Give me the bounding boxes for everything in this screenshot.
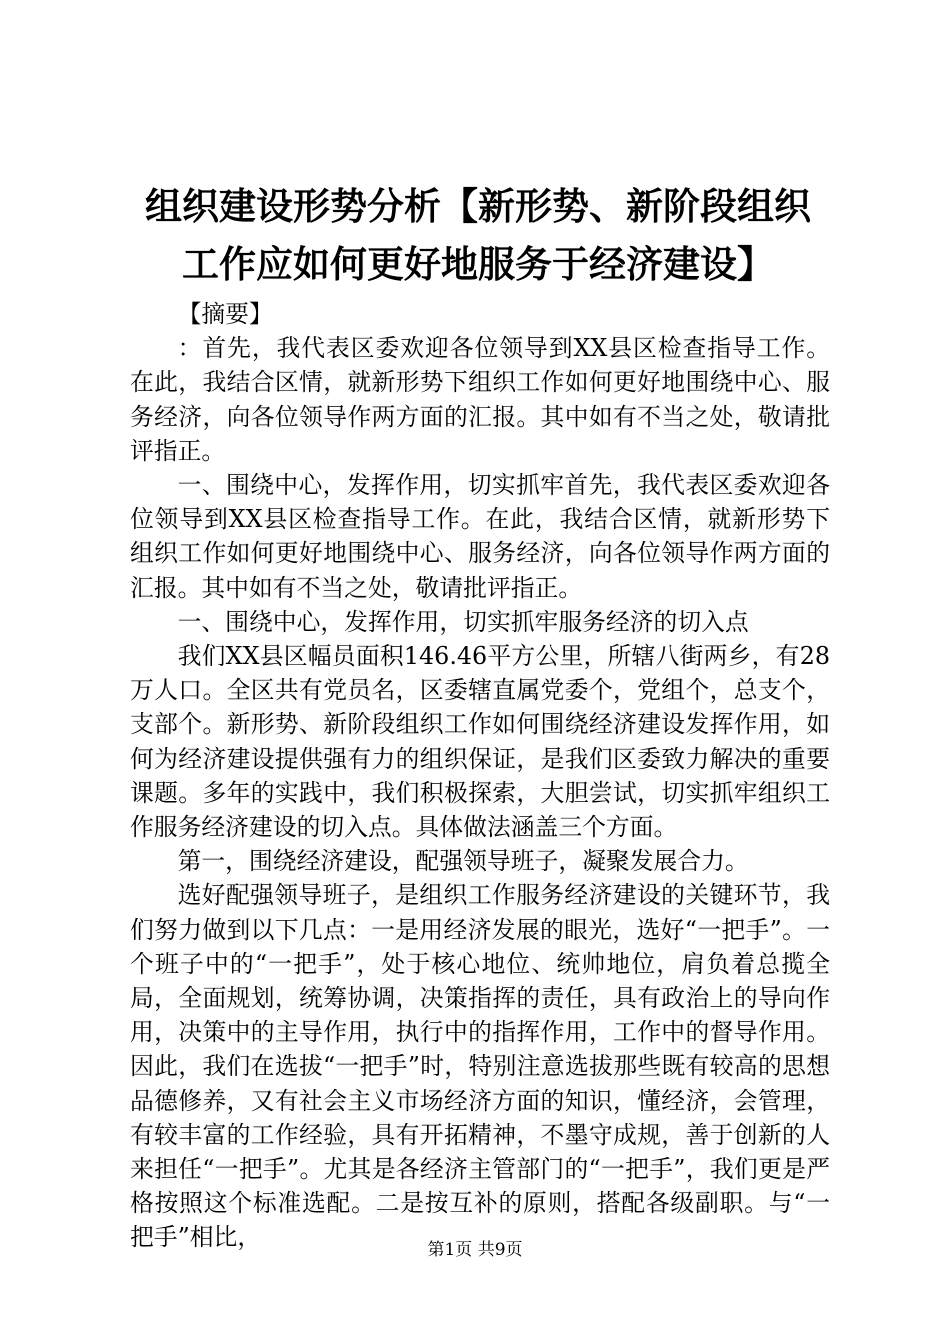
- subheading-first: 第一，围绕经济建设，配强领导班子，凝聚发展合力。: [177, 847, 749, 876]
- paragraph-abstract-label: 【摘要】: [177, 300, 273, 328]
- paragraph-intro: ：首先，我代表区委欢迎各位领导到XX县区检查指导工作。在此，我结合区情，就新形势下组织工作如何更好地围绕中心、服务经济，向各位领导作两方面的汇报。其中如有不当之处，敬请批评指正。: [130, 334, 830, 465]
- document-title: 组织建设形势分析【新形势、新阶段组织工作应如何更好地服务于经济建设】: [145, 185, 811, 286]
- paragraph-leadership: 选好配强领导班子，是组织工作服务经济建设的关键环节，我们努力做到以下几点：一是用经济发展的眼光，选好“一把手”。一个班子中的“一把手”，处于核心地位、统帅地位，肩负着总揽全局，全面规划，统筹协调，决策指挥的责任，具有政治上的导向作用，决策中的主导作用，执行中的指挥作用，工作中的督导作用。因此，我们在选拔“一把手”时，特别注意选拔那些既有较高的思想品德修养，又有社会主义市场经济方面的知识，懂经济，会管理，有较丰富的工作经验，具有开拓精神，不墨守成规，善于创新的人来担任“一把手”。尤其是各经济主管部门的“一把手”，我们更是严格按照这个标准选配。二是按互补的原则，搭配各级副职。与“一把手”相比，: [130, 881, 830, 1252]
- paragraph-section-one-intro: 一、围绕中心，发挥作用，切实抓牢首先，我代表区委欢迎各位领导到XX县区检查指导工作。在此，我结合区情，就新形势下组织工作如何更好地围绕中心、服务经济，向各位领导作两方面的汇报。其中如有不当之处，敬请批评指正。: [130, 471, 830, 602]
- section-heading-one: 一、围绕中心，发挥作用，切实抓牢服务经济的切入点: [177, 607, 749, 636]
- page-footer: 第1页 共9页: [427, 1240, 523, 1260]
- document-body: [130, 297, 830, 1255]
- paragraph-district-overview: 我们XX县区幅员面积146.46平方公里，所辖八街两乡，有28万人口。全区共有党员名，区委辖直属党委个，党组个，总支个，支部个。新形势、新阶段组织工作如何围绕经济建设发挥作用，如何为经济建设提供强有力的组织保证，是我们区委致力解决的重要课题。多年的实践中，我们积极探索，大胆尝试，切实抓牢组织工作服务经济建设的切入点。具体做法涵盖三个方面。: [130, 642, 830, 842]
